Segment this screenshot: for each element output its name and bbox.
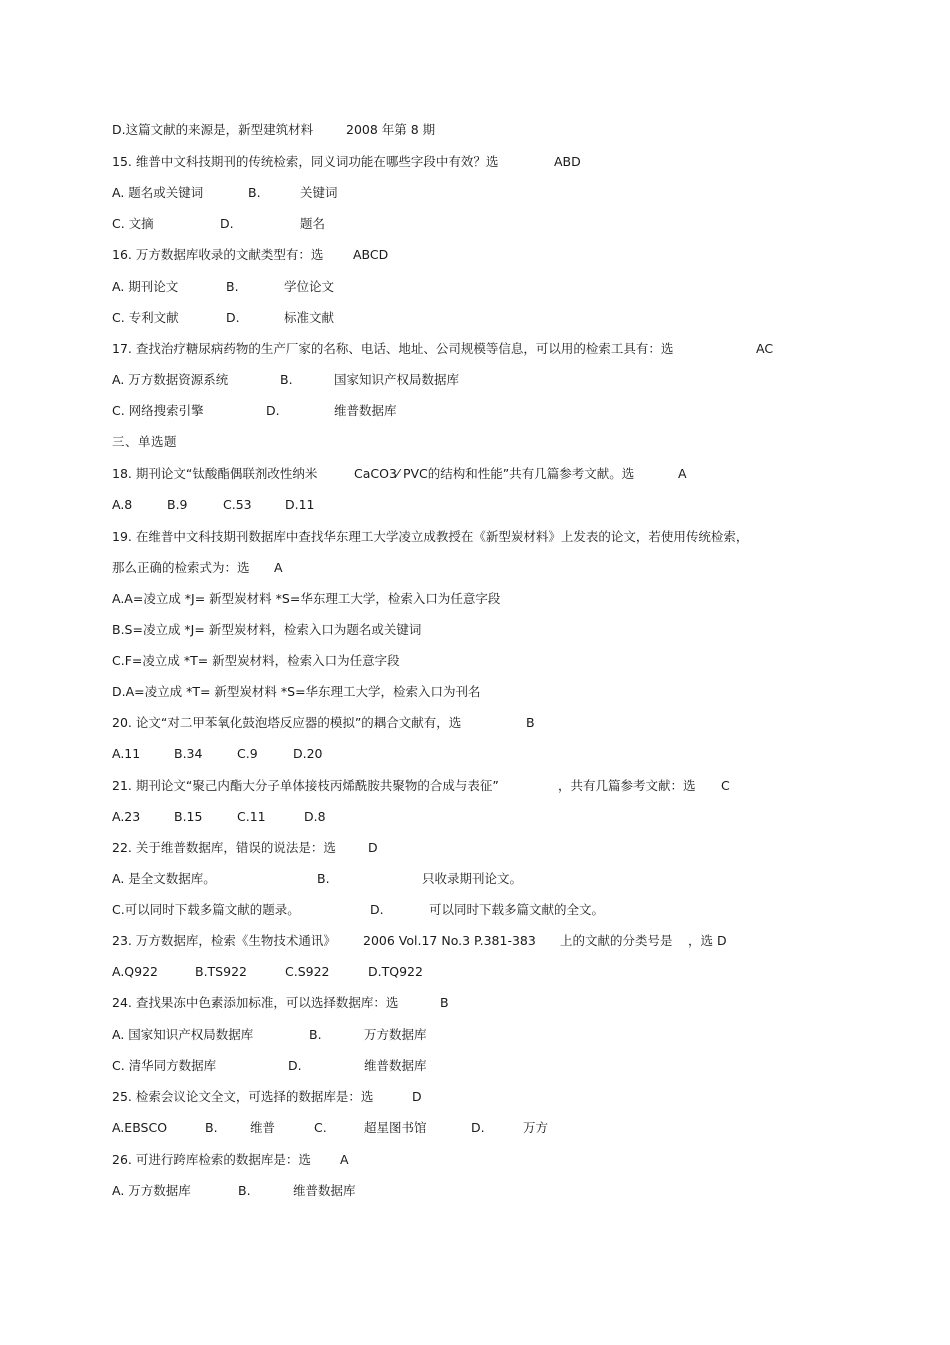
option-b: B.S=凌立成 *J= 新型炭材料，检索入口为题名或关键词	[112, 622, 422, 637]
option-c-text: 超星图书馆	[364, 1120, 427, 1135]
option-d-text: 维普数据库	[364, 1058, 427, 1073]
question-text: 26. 可进行跨库检索的数据库是：选	[112, 1152, 311, 1167]
option-d-letter: D.	[370, 902, 384, 917]
option-c: C.F=凌立成 *T= 新型炭材料，检索入口为任意字段	[112, 653, 400, 668]
option-c-letter: C.	[314, 1120, 327, 1135]
option-d: D.20	[293, 746, 323, 761]
option-d-letter: D.	[266, 403, 280, 418]
option-b: B.15	[174, 809, 203, 824]
option-d: D.A=凌立成 *T= 新型炭材料 *S=华东理工大学，检索入口为刊名	[112, 684, 481, 699]
option-b-letter: B.	[248, 185, 261, 200]
question-text: 24. 查找果冻中色素添加标准，可以选择数据库：选	[112, 995, 399, 1010]
option-b-letter: B.	[317, 871, 330, 886]
option-a: A.8	[112, 497, 133, 512]
option-b-text: 维普	[250, 1120, 276, 1135]
option-a: A.11	[112, 746, 141, 761]
option-b-text: 国家知识产权局数据库	[334, 372, 460, 387]
question-text-cont: CaCO3⁄ PVC的结构和性能”共有几篇参考文献。选	[354, 466, 635, 481]
answer-key: D	[368, 840, 378, 855]
option-a: A. 期刊论文	[112, 279, 179, 294]
option-b-letter: B.	[280, 372, 293, 387]
option-d-letter: D.	[220, 216, 234, 231]
answer-key: AC	[756, 341, 774, 356]
option-c: C.11	[237, 809, 266, 824]
question-text-cont: 上的文献的分类号是	[560, 933, 673, 948]
question-text: 22. 关于维普数据库，错误的说法是：选	[112, 840, 336, 855]
option-c: C.可以同时下载多篇文献的题录。	[112, 902, 300, 917]
answer-key: A	[678, 466, 687, 481]
answer-key: ABCD	[353, 247, 389, 262]
question-text: 21. 期刊论文“聚己内酯大分子单体接枝丙烯酰胺共聚物的合成与表征”	[112, 778, 499, 793]
option-a: A.A=凌立成 *J= 新型炭材料 *S=华东理工大学，检索入口为任意字段	[112, 591, 501, 606]
option-c: C. 专利文献	[112, 310, 179, 325]
option-c: C.9	[237, 746, 258, 761]
option-b-letter: B.	[309, 1027, 322, 1042]
option-c: C. 文摘	[112, 216, 154, 231]
answer-key: ，选 D	[688, 933, 727, 948]
question-text: 那么正确的检索式为：选	[112, 560, 250, 575]
option-a: A. 题名或关键词	[112, 185, 204, 200]
answer-key: A	[340, 1152, 349, 1167]
option-b-text: 关键词	[300, 185, 338, 200]
option-d: D.8	[304, 809, 326, 824]
option-text: D.这篇文献的来源是，新型建筑材料	[112, 122, 314, 137]
option-a: A. 万方数据资源系统	[112, 372, 229, 387]
option-d-text: 题名	[300, 216, 326, 231]
answer-key: B	[526, 715, 535, 730]
option-a: A.Q922	[112, 964, 159, 979]
option-b-letter: B.	[205, 1120, 218, 1135]
question-text: 20. 论文“对二甲苯氧化鼓泡塔反应器的模拟”的耦合文献有，选	[112, 715, 462, 730]
option-a: A. 万方数据库	[112, 1183, 191, 1198]
option-d-letter: D.	[288, 1058, 302, 1073]
option-d-text: 维普数据库	[334, 403, 397, 418]
option-b: B.TS922	[195, 964, 247, 979]
option-d-text: 万方	[523, 1120, 549, 1135]
option-d-letter: D.	[471, 1120, 485, 1135]
option-d-text: 标准文献	[284, 310, 335, 325]
question-text: 19. 在维普中文科技期刊数据库中查找华东理工大学凌立成教授在《新型炭材料》上发表的论文，若使用传统检索，	[112, 529, 749, 544]
option-b: B.34	[174, 746, 203, 761]
question-text-cont: ，共有几篇参考文献：选	[558, 778, 696, 793]
question-text: 16. 万方数据库收录的文献类型有：选	[112, 247, 324, 262]
question-text: 25. 检索会议论文全文，可选择的数据库是：选	[112, 1089, 374, 1104]
option-d-letter: D.	[226, 310, 240, 325]
answer-key: A	[274, 560, 283, 575]
option-c: C.53	[223, 497, 252, 512]
answer-key: ABD	[554, 154, 581, 169]
question-text: 23. 万方数据库，检索《生物技术通讯》	[112, 933, 336, 948]
question-text: 18. 期刊论文“钛酸酯偶联剂改性纳米	[112, 466, 318, 481]
answer-key: D	[412, 1089, 422, 1104]
answer-key: B	[440, 995, 449, 1010]
answer-key: C	[721, 778, 730, 793]
option-a: A.EBSCO	[112, 1120, 168, 1135]
option-b-letter: B.	[226, 279, 239, 294]
option-a: A. 国家知识产权局数据库	[112, 1027, 254, 1042]
option-a: A.23	[112, 809, 141, 824]
option-c: C. 网络搜索引擎	[112, 403, 204, 418]
option-d: D.TQ922	[368, 964, 423, 979]
option-d: D.11	[285, 497, 315, 512]
citation: 2006 Vol.17 No.3 P.381-383	[363, 933, 536, 948]
option-b-letter: B.	[238, 1183, 251, 1198]
option-b-text: 万方数据库	[364, 1027, 427, 1042]
option-b-text: 维普数据库	[293, 1183, 356, 1198]
source-issue: 2008 年第 8 期	[346, 122, 436, 137]
option-b-text: 只收录期刊论文。	[422, 871, 523, 886]
option-b-text: 学位论文	[284, 279, 335, 294]
question-text: 17. 查找治疗糖尿病药物的生产厂家的名称、电话、地址、公司规模等信息，可以用的检索工具有：选	[112, 341, 674, 356]
option-d-text: 可以同时下载多篇文献的全文。	[429, 902, 605, 917]
question-text: 15. 维普中文科技期刊的传统检索，同义词功能在哪些字段中有效？选	[112, 154, 499, 169]
section-title: 三、单选题	[112, 434, 178, 449]
option-a: A. 是全文数据库。	[112, 871, 216, 886]
option-c: C. 清华同方数据库	[112, 1058, 217, 1073]
option-c: C.S922	[285, 964, 330, 979]
option-b: B.9	[167, 497, 188, 512]
